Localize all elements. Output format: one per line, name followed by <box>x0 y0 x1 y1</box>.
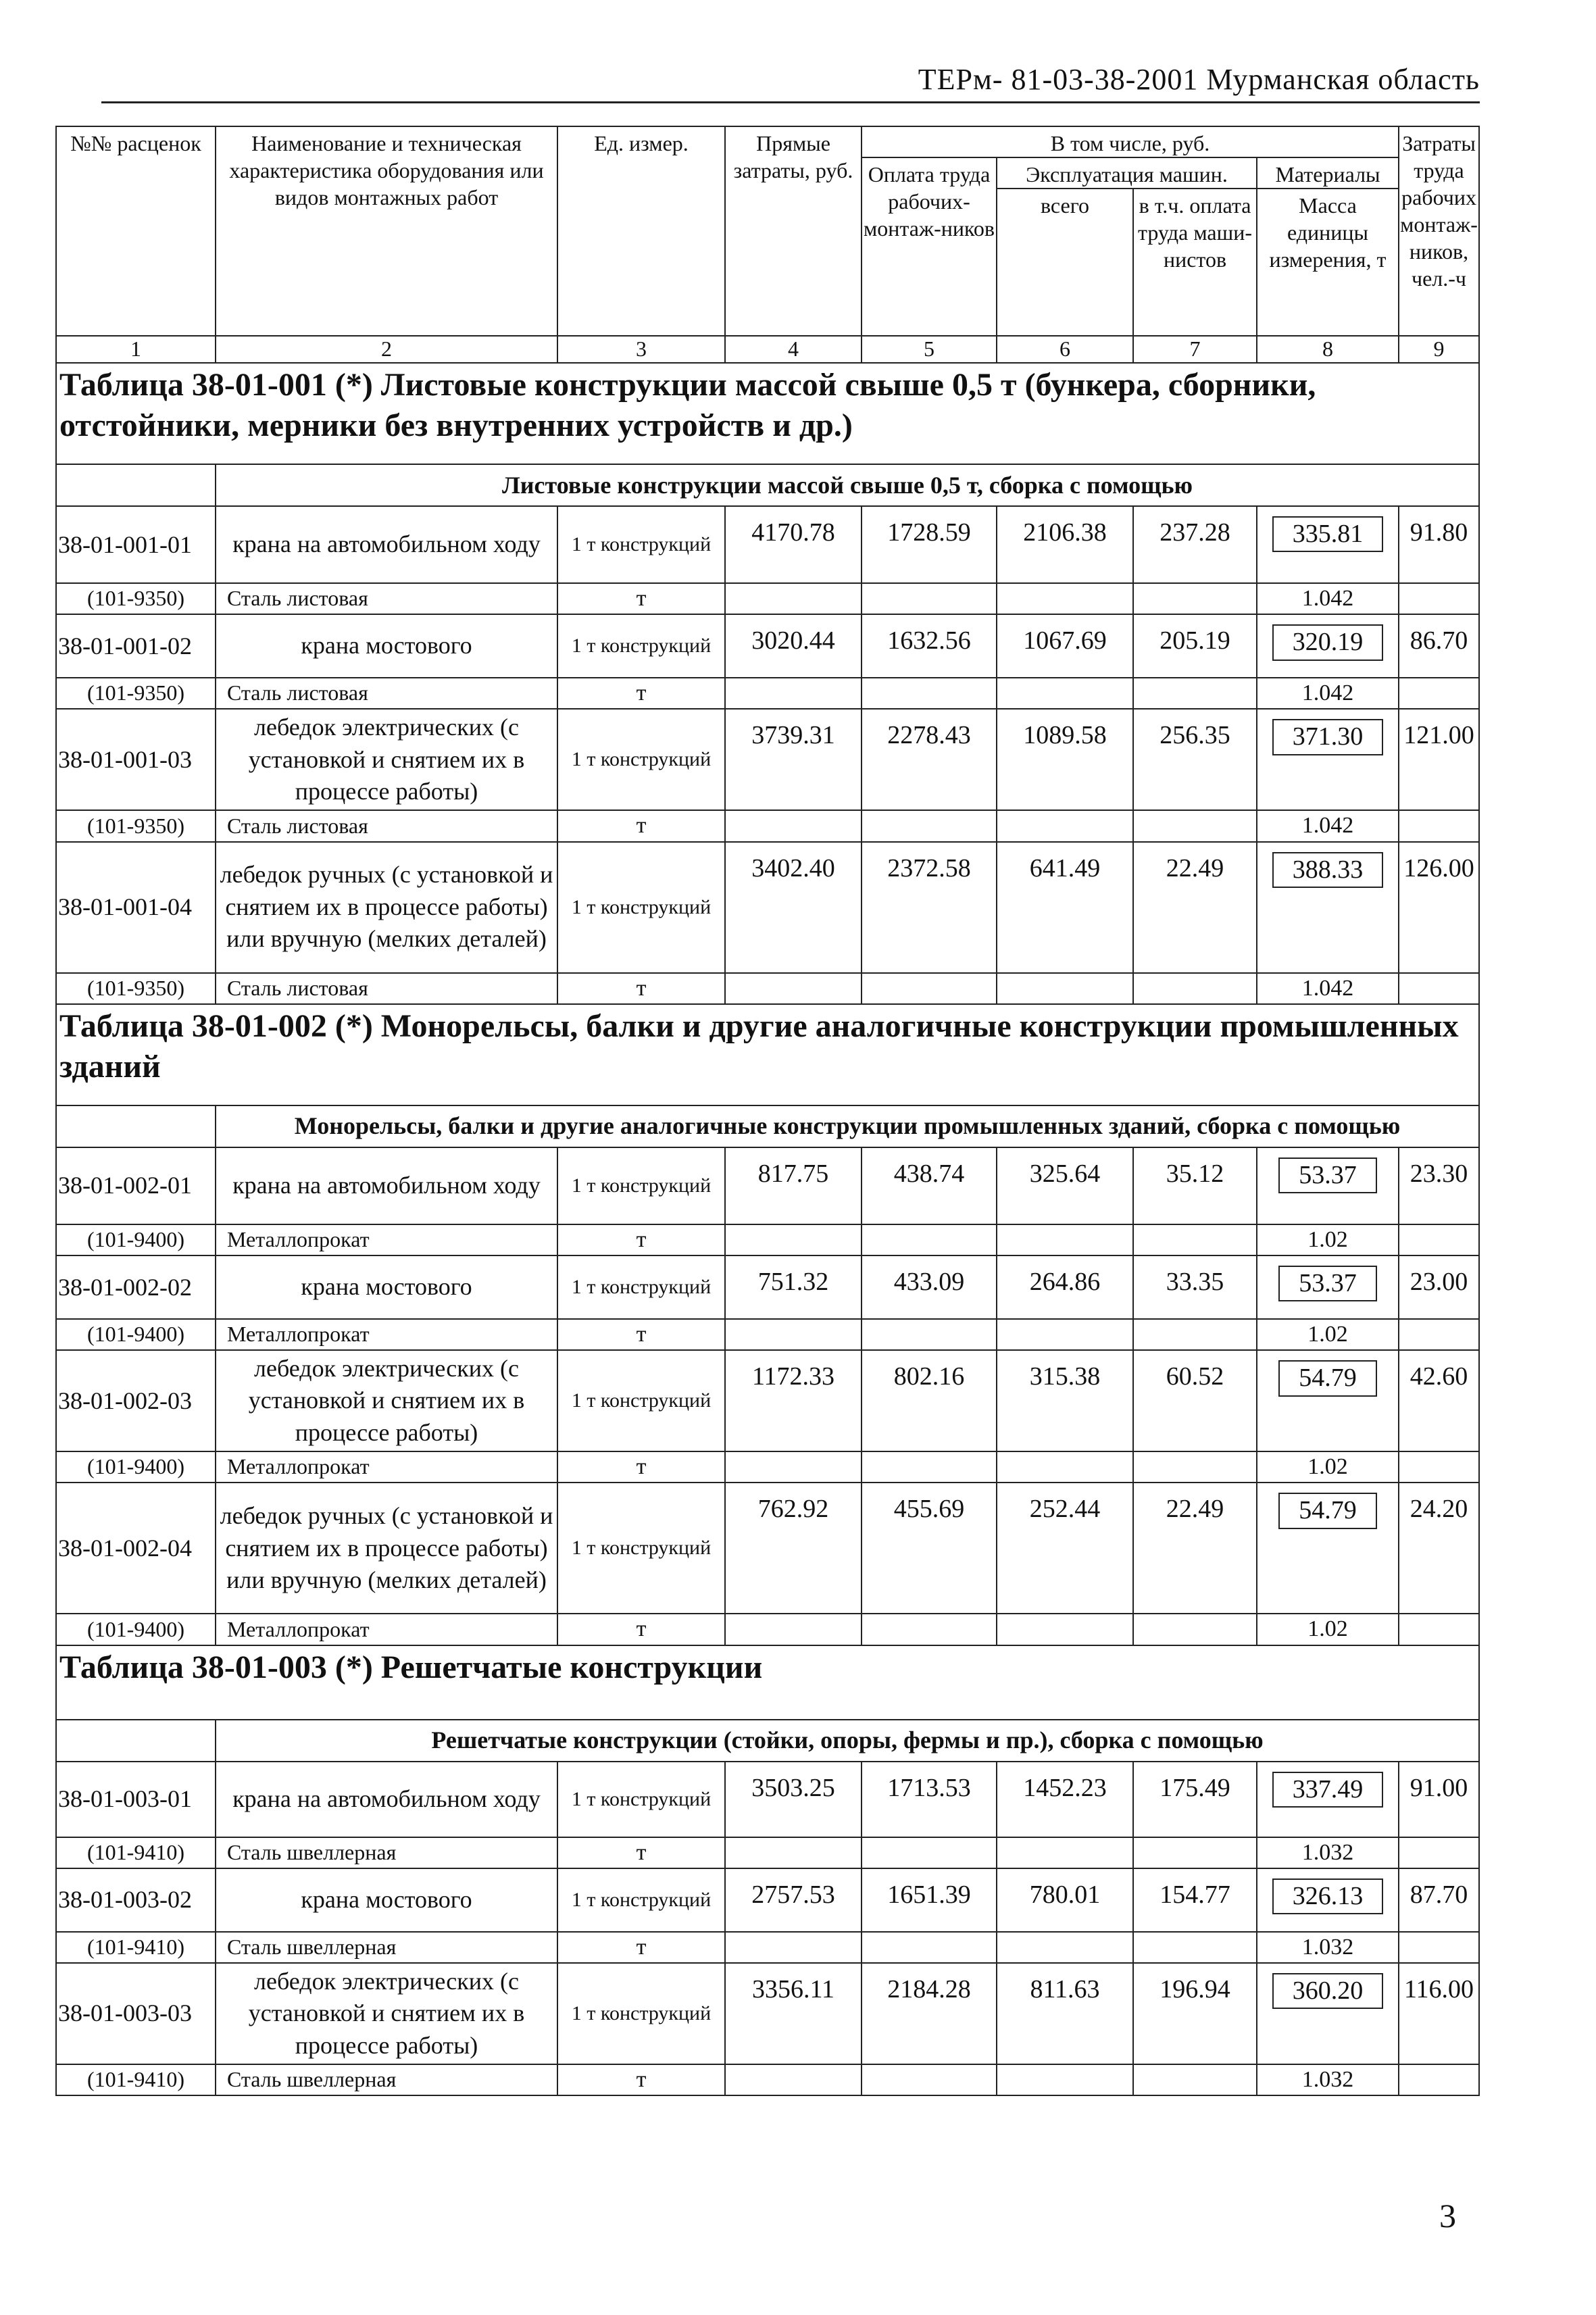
work-name: крана на автомобильном ходу <box>216 506 557 583</box>
work-name: крана мостового <box>216 614 557 678</box>
material-name: Сталь листовая <box>216 810 557 841</box>
table-row <box>56 614 1479 678</box>
unit-mass <box>1257 1255 1399 1319</box>
section-title: Таблица 38-01-002 (*) Монорельсы, балки и другие аналогичные конструкции промышленных зданий <box>56 1004 1479 1105</box>
material-unit: т <box>557 583 725 614</box>
material-row <box>56 1614 1479 1645</box>
unit-mass-value: 371.30 <box>1272 719 1384 755</box>
material-name: Металлопрокат <box>216 1614 557 1645</box>
material-code: (101-9350) <box>56 810 216 841</box>
material-row <box>56 810 1479 841</box>
direct-costs: 3739.31 <box>725 709 862 810</box>
table-row <box>56 709 1479 810</box>
empty-cell <box>1133 1319 1257 1350</box>
rate-code: 38-01-001-04 <box>56 842 216 973</box>
unit: 1 т конструкций <box>557 1147 725 1224</box>
material-unit: т <box>557 678 725 709</box>
unit-mass <box>1257 1868 1399 1932</box>
empty-cell <box>997 1614 1133 1645</box>
section-title-row <box>56 363 1479 464</box>
section-subtitle: Решетчатые конструкции (стойки, опоры, фермы и пр.), сборка с помощью <box>216 1720 1479 1762</box>
labor-hours: 24.20 <box>1399 1483 1479 1614</box>
unit-mass-value: 388.33 <box>1272 852 1384 888</box>
column-number: 8 <box>1257 336 1399 363</box>
unit-mass-value: 53.37 <box>1278 1158 1377 1193</box>
direct-costs: 3402.40 <box>725 842 862 973</box>
operators-pay: 35.12 <box>1133 1147 1257 1224</box>
machines-total: 315.38 <box>997 1350 1133 1451</box>
material-quantity: 1.02 <box>1257 1224 1399 1255</box>
rate-code: 38-01-002-02 <box>56 1255 216 1319</box>
unit-mass-value: 320.19 <box>1272 624 1384 660</box>
unit-mass <box>1257 1762 1399 1837</box>
material-quantity: 1.032 <box>1257 1932 1399 1963</box>
material-unit: т <box>557 1932 725 1963</box>
unit-mass <box>1257 1963 1399 2064</box>
empty-cell <box>997 678 1133 709</box>
labor-hours: 91.80 <box>1399 506 1479 583</box>
column-number: 5 <box>862 336 997 363</box>
labor-pay: 1651.39 <box>862 1868 997 1932</box>
unit: 1 т конструкций <box>557 614 725 678</box>
header-labor-hours: Затраты труда рабочих монтаж-ников, чел.-ч <box>1399 126 1479 336</box>
empty-cell <box>725 1614 862 1645</box>
section-subtitle: Листовые конструкции массой свыше 0,5 т, сборка с помощью <box>216 464 1479 506</box>
rate-code: 38-01-002-03 <box>56 1350 216 1451</box>
labor-hours: 86.70 <box>1399 614 1479 678</box>
table-row <box>56 1483 1479 1614</box>
material-row <box>56 1932 1479 1963</box>
header-unit: Ед. измер. <box>557 126 725 336</box>
material-code: (101-9400) <box>56 1614 216 1645</box>
material-row <box>56 1837 1479 1868</box>
header-operators-pay: в т.ч. оплата труда маши-нистов <box>1133 189 1257 336</box>
section-subtitle-row <box>56 1105 1479 1147</box>
table-row <box>56 842 1479 973</box>
material-code: (101-9400) <box>56 1451 216 1483</box>
unit-mass <box>1257 842 1399 973</box>
material-unit: т <box>557 1451 725 1483</box>
direct-costs: 751.32 <box>725 1255 862 1319</box>
material-quantity: 1.042 <box>1257 583 1399 614</box>
empty-cell <box>1399 1451 1479 1483</box>
empty-cell <box>997 1837 1133 1868</box>
unit: 1 т конструкций <box>557 1762 725 1837</box>
operators-pay: 154.77 <box>1133 1868 1257 1932</box>
section-subtitle-row <box>56 464 1479 506</box>
labor-hours: 116.00 <box>1399 1963 1479 2064</box>
unit-mass <box>1257 1350 1399 1451</box>
material-code: (101-9410) <box>56 2064 216 2095</box>
header-group: В том числе, руб. <box>862 126 1399 157</box>
machines-total: 264.86 <box>997 1255 1133 1319</box>
machines-total: 780.01 <box>997 1868 1133 1932</box>
empty-cell <box>725 2064 862 2095</box>
operators-pay: 256.35 <box>1133 709 1257 810</box>
material-name: Сталь листовая <box>216 973 557 1004</box>
unit: 1 т конструкций <box>557 1350 725 1451</box>
machines-total: 1452.23 <box>997 1762 1133 1837</box>
operators-pay: 196.94 <box>1133 1963 1257 2064</box>
empty-cell <box>862 678 997 709</box>
direct-costs: 817.75 <box>725 1147 862 1224</box>
empty-cell <box>1399 1614 1479 1645</box>
labor-hours: 91.00 <box>1399 1762 1479 1837</box>
labor-pay: 2278.43 <box>862 709 997 810</box>
rate-code: 38-01-003-02 <box>56 1868 216 1932</box>
empty-cell <box>862 973 997 1004</box>
material-code: (101-9350) <box>56 973 216 1004</box>
empty-cell <box>1133 810 1257 841</box>
material-quantity: 1.02 <box>1257 1451 1399 1483</box>
labor-pay: 455.69 <box>862 1483 997 1614</box>
empty-cell <box>725 1319 862 1350</box>
empty-cell <box>725 1932 862 1963</box>
empty-cell <box>1133 973 1257 1004</box>
labor-pay: 2184.28 <box>862 1963 997 2064</box>
labor-pay: 1632.56 <box>862 614 997 678</box>
labor-hours: 42.60 <box>1399 1350 1479 1451</box>
empty-cell <box>1133 583 1257 614</box>
labor-pay: 802.16 <box>862 1350 997 1451</box>
header-direct-costs: Прямые затраты, руб. <box>725 126 862 336</box>
empty-cell <box>1133 1224 1257 1255</box>
material-quantity: 1.042 <box>1257 810 1399 841</box>
work-name: крана на автомобильном ходу <box>216 1147 557 1224</box>
labor-pay: 438.74 <box>862 1147 997 1224</box>
table-row <box>56 1350 1479 1451</box>
work-name: лебедок ручных (с установкой и снятием их в процессе работы) или вручную (мелких деталей) <box>216 842 557 973</box>
material-unit: т <box>557 2064 725 2095</box>
header-row <box>56 126 1479 157</box>
unit-mass-value: 53.37 <box>1278 1266 1377 1301</box>
empty-cell <box>725 1837 862 1868</box>
empty-cell <box>862 1932 997 1963</box>
unit: 1 т конструкций <box>557 506 725 583</box>
header-machines-total: всего <box>997 189 1133 336</box>
empty-cell <box>997 2064 1133 2095</box>
operators-pay: 237.28 <box>1133 506 1257 583</box>
machines-total: 641.49 <box>997 842 1133 973</box>
material-name: Сталь швеллерная <box>216 1837 557 1868</box>
operators-pay: 33.35 <box>1133 1255 1257 1319</box>
empty-cell <box>997 810 1133 841</box>
rate-code: 38-01-001-03 <box>56 709 216 810</box>
work-name: лебедок электрических (с установкой и снятием их в процессе работы) <box>216 709 557 810</box>
table-row <box>56 506 1479 583</box>
empty-cell <box>1133 678 1257 709</box>
work-name: лебедок электрических (с установкой и снятием их в процессе работы) <box>216 1350 557 1451</box>
empty-cell <box>997 583 1133 614</box>
rate-code: 38-01-001-01 <box>56 506 216 583</box>
material-quantity: 1.02 <box>1257 1614 1399 1645</box>
operators-pay: 60.52 <box>1133 1350 1257 1451</box>
unit-mass-value: 335.81 <box>1272 516 1384 552</box>
machines-total: 325.64 <box>997 1147 1133 1224</box>
unit: 1 т конструкций <box>557 1483 725 1614</box>
operators-pay: 175.49 <box>1133 1762 1257 1837</box>
operators-pay: 22.49 <box>1133 1483 1257 1614</box>
material-quantity: 1.032 <box>1257 2064 1399 2095</box>
material-name: Сталь швеллерная <box>216 1932 557 1963</box>
page-number: 3 <box>1439 2197 1456 2235</box>
material-row <box>56 1451 1479 1483</box>
material-row <box>56 1224 1479 1255</box>
empty-cell <box>725 973 862 1004</box>
labor-hours: 23.00 <box>1399 1255 1479 1319</box>
column-number: 3 <box>557 336 725 363</box>
empty-cell <box>862 1451 997 1483</box>
empty-cell <box>1399 973 1479 1004</box>
material-unit: т <box>557 810 725 841</box>
empty-cell <box>862 1224 997 1255</box>
section-title: Таблица 38-01-003 (*) Решетчатые конструкции <box>56 1645 1479 1720</box>
empty-cell <box>1399 1319 1479 1350</box>
material-code: (101-9350) <box>56 678 216 709</box>
work-name: лебедок ручных (с установкой и снятием их в процессе работы) или вручную (мелких деталей) <box>216 1483 557 1614</box>
labor-hours: 87.70 <box>1399 1868 1479 1932</box>
empty-cell <box>997 973 1133 1004</box>
material-name: Металлопрокат <box>216 1319 557 1350</box>
material-row <box>56 2064 1479 2095</box>
table-row <box>56 1762 1479 1837</box>
material-code: (101-9350) <box>56 583 216 614</box>
column-number: 9 <box>1399 336 1479 363</box>
subtitle-spacer <box>56 464 216 506</box>
unit-mass <box>1257 506 1399 583</box>
labor-pay: 433.09 <box>862 1255 997 1319</box>
material-row <box>56 678 1479 709</box>
header-materials-group: Материалы <box>1257 157 1399 189</box>
column-number: 7 <box>1133 336 1257 363</box>
unit: 1 т конструкций <box>557 709 725 810</box>
machines-total: 811.63 <box>997 1963 1133 2064</box>
material-quantity: 1.042 <box>1257 973 1399 1004</box>
empty-cell <box>862 1319 997 1350</box>
table-row <box>56 1147 1479 1224</box>
material-quantity: 1.02 <box>1257 1319 1399 1350</box>
empty-cell <box>725 678 862 709</box>
header-labor-pay: Оплата труда рабочих-монтаж-ников <box>862 157 997 336</box>
unit-mass-value: 54.79 <box>1278 1360 1377 1396</box>
unit-mass <box>1257 1483 1399 1614</box>
unit-mass-value: 360.20 <box>1272 1973 1384 2009</box>
empty-cell <box>1399 1837 1479 1868</box>
unit-mass-value: 326.13 <box>1272 1878 1384 1914</box>
empty-cell <box>862 1614 997 1645</box>
labor-pay: 1713.53 <box>862 1762 997 1837</box>
empty-cell <box>1399 810 1479 841</box>
direct-costs: 3503.25 <box>725 1762 862 1837</box>
material-unit: т <box>557 1837 725 1868</box>
price-table <box>55 126 1480 2096</box>
empty-cell <box>997 1932 1133 1963</box>
material-name: Сталь швеллерная <box>216 2064 557 2095</box>
material-code: (101-9400) <box>56 1319 216 1350</box>
labor-pay: 2372.58 <box>862 842 997 973</box>
section-title-row <box>56 1004 1479 1105</box>
table-row <box>56 1963 1479 2064</box>
header-name: Наименование и техническая характеристика оборудования или видов монтажных работ <box>216 126 557 336</box>
section-subtitle: Монорельсы, балки и другие аналогичные конструкции промышленных зданий, сборка с помощью <box>216 1105 1479 1147</box>
work-name: крана мостового <box>216 1255 557 1319</box>
labor-hours: 23.30 <box>1399 1147 1479 1224</box>
section-title: Таблица 38-01-001 (*) Листовые конструкции массой свыше 0,5 т (бункера, сборники, отстойники, мерники без внутренних устройств и др.) <box>56 363 1479 464</box>
direct-costs: 762.92 <box>725 1483 862 1614</box>
empty-cell <box>1133 2064 1257 2095</box>
empty-cell <box>1133 1837 1257 1868</box>
column-number: 1 <box>56 336 216 363</box>
empty-cell <box>862 810 997 841</box>
unit: 1 т конструкций <box>557 1868 725 1932</box>
empty-cell <box>862 583 997 614</box>
machines-total: 252.44 <box>997 1483 1133 1614</box>
empty-cell <box>725 810 862 841</box>
header-divider <box>101 101 1480 103</box>
direct-costs: 2757.53 <box>725 1868 862 1932</box>
empty-cell <box>725 1224 862 1255</box>
subtitle-spacer <box>56 1720 216 1762</box>
direct-costs: 3020.44 <box>725 614 862 678</box>
work-name: лебедок электрических (с установкой и снятием их в процессе работы) <box>216 1963 557 2064</box>
direct-costs: 4170.78 <box>725 506 862 583</box>
labor-hours: 121.00 <box>1399 709 1479 810</box>
rate-code: 38-01-003-01 <box>56 1762 216 1837</box>
material-name: Металлопрокат <box>216 1451 557 1483</box>
empty-cell <box>997 1319 1133 1350</box>
empty-cell <box>1399 1932 1479 1963</box>
empty-cell <box>997 1224 1133 1255</box>
labor-hours: 126.00 <box>1399 842 1479 973</box>
section-subtitle-row <box>56 1720 1479 1762</box>
operators-pay: 205.19 <box>1133 614 1257 678</box>
machines-total: 2106.38 <box>997 506 1133 583</box>
unit-mass <box>1257 709 1399 810</box>
empty-cell <box>1133 1932 1257 1963</box>
unit-mass-value: 54.79 <box>1278 1493 1377 1528</box>
table-row <box>56 1255 1479 1319</box>
material-unit: т <box>557 1319 725 1350</box>
empty-cell <box>862 2064 997 2095</box>
column-number: 6 <box>997 336 1133 363</box>
column-number: 4 <box>725 336 862 363</box>
machines-total: 1067.69 <box>997 614 1133 678</box>
empty-cell <box>997 1451 1133 1483</box>
table-row <box>56 1868 1479 1932</box>
material-code: (101-9410) <box>56 1837 216 1868</box>
empty-cell <box>1399 678 1479 709</box>
material-quantity: 1.032 <box>1257 1837 1399 1868</box>
unit: 1 т конструкций <box>557 842 725 973</box>
empty-cell <box>1133 1451 1257 1483</box>
machines-total: 1089.58 <box>997 709 1133 810</box>
empty-cell <box>725 1451 862 1483</box>
material-unit: т <box>557 973 725 1004</box>
unit-mass <box>1257 1147 1399 1224</box>
column-number: 2 <box>216 336 557 363</box>
unit: 1 т конструкций <box>557 1963 725 2064</box>
unit-mass-value: 337.49 <box>1272 1772 1384 1808</box>
material-name: Сталь листовая <box>216 583 557 614</box>
material-row <box>56 1319 1479 1350</box>
empty-cell <box>1399 1224 1479 1255</box>
header-code: №№ расценок <box>56 126 216 336</box>
direct-costs: 3356.11 <box>725 1963 862 2064</box>
material-row <box>56 583 1479 614</box>
operators-pay: 22.49 <box>1133 842 1257 973</box>
unit: 1 т конструкций <box>557 1255 725 1319</box>
empty-cell <box>1133 1614 1257 1645</box>
material-unit: т <box>557 1224 725 1255</box>
work-name: крана на автомобильном ходу <box>216 1762 557 1837</box>
subtitle-spacer <box>56 1105 216 1147</box>
material-row <box>56 973 1479 1004</box>
document-header: ТЕРм- 81-03-38-2001 Мурманская область <box>918 63 1480 96</box>
material-name: Сталь листовая <box>216 678 557 709</box>
direct-costs: 1172.33 <box>725 1350 862 1451</box>
empty-cell <box>1399 583 1479 614</box>
material-code: (101-9410) <box>56 1932 216 1963</box>
material-code: (101-9400) <box>56 1224 216 1255</box>
section-title-row <box>56 1645 1479 1720</box>
rate-code: 38-01-002-04 <box>56 1483 216 1614</box>
work-name: крана мостового <box>216 1868 557 1932</box>
rate-code: 38-01-003-03 <box>56 1963 216 2064</box>
labor-pay: 1728.59 <box>862 506 997 583</box>
unit-mass <box>1257 614 1399 678</box>
header-machines-group: Эксплуатация машин. <box>997 157 1257 189</box>
material-name: Металлопрокат <box>216 1224 557 1255</box>
column-numbers-row <box>56 336 1479 363</box>
empty-cell <box>725 583 862 614</box>
empty-cell <box>1399 2064 1479 2095</box>
material-unit: т <box>557 1614 725 1645</box>
header-unit-mass: Масса единицы измерения, т <box>1257 189 1399 336</box>
rate-code: 38-01-002-01 <box>56 1147 216 1224</box>
rate-code: 38-01-001-02 <box>56 614 216 678</box>
material-quantity: 1.042 <box>1257 678 1399 709</box>
empty-cell <box>862 1837 997 1868</box>
